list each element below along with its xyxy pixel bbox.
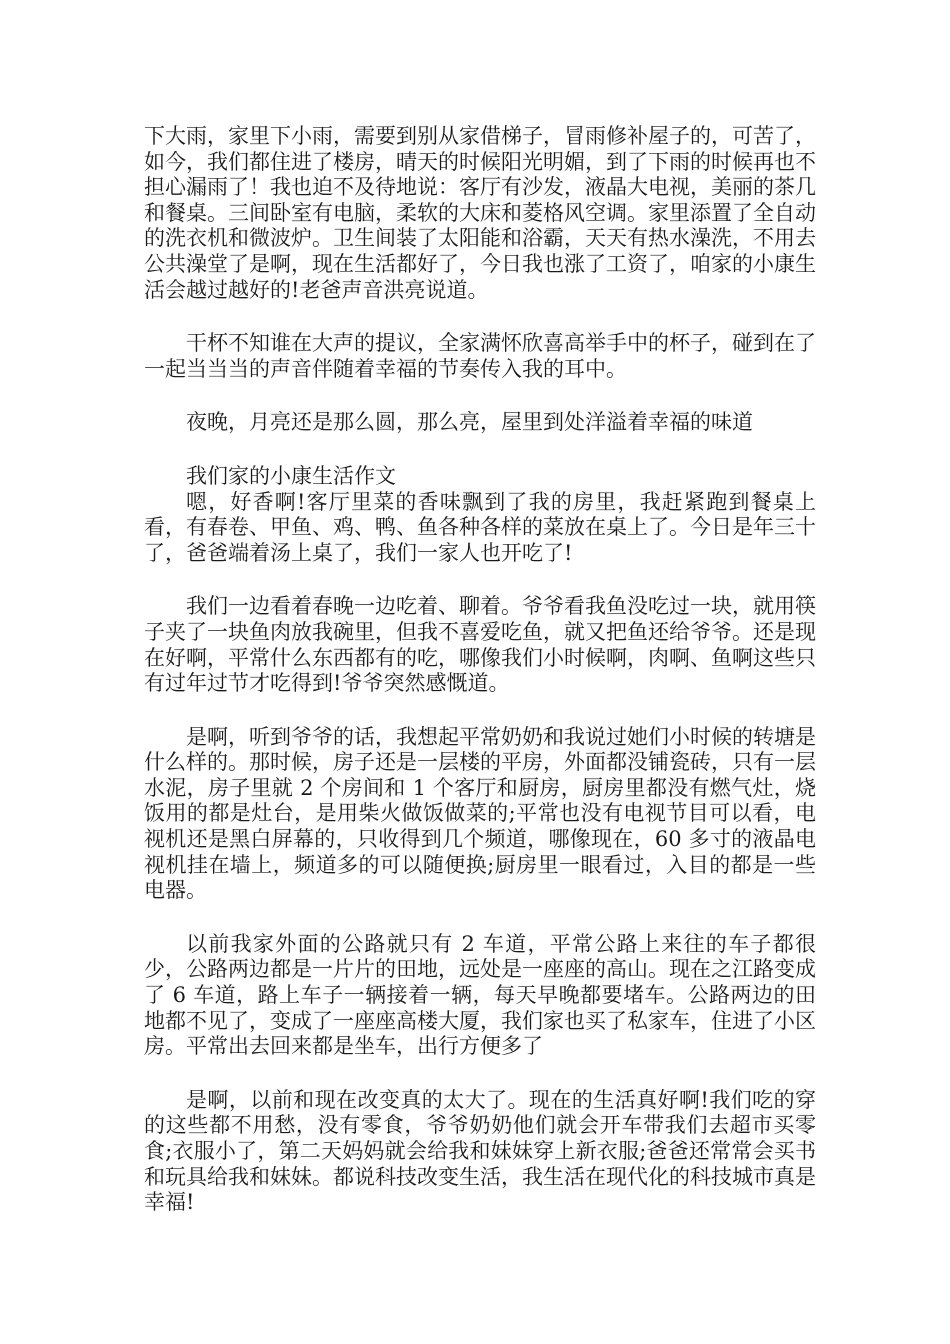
paragraph-1: 下大雨，家里下小雨，需要到别从家借梯子，冒雨修补屋子的，可苦了，如今，我们都住进了楼房，晴天的时候阳光明媚，到了下雨的时候再也不担心漏雨了！我也迫不及待地说：客厅有沙发，液晶大电视，美丽的茶几和餐桌。三间卧室有电脑，柔软的大床和菱格风空调。家里添置了全自动的洗衣机和微波炉。卫生间装了太阳能和浴霸，天天有热水澡洗，不用去公共澡堂了是啊，现在生活都好了，今日我也涨了工资了，咱家的小康生活会越过越好的!老爸声音洪亮说道。 (144, 124, 816, 302)
paragraph-6: 是啊，听到爷爷的话，我想起平常奶奶和我说过她们小时候的转塘是什么样的。那时候，房子还是一层楼的平房，外面都没铺瓷砖，只有一层水泥，房子里就 2 个房间和 1 个客厅和厨房，厨房里都没有燃气灶，烧饭用的都是灶台，是用柴火做饭做菜的;平常也没有电视节目可以看，电视机还是黑白屏幕的，只收得到几个频道，哪像现在，60 多寸的液晶电视机挂在墙上，频道多的可以随便换;厨房里一眼看过，入目的都是一些电器。 (144, 724, 816, 903)
paragraph-8: 是啊，以前和现在改变真的太大了。现在的生活真好啊!我们吃的穿的这些都不用愁，没有零食，爷爷奶奶他们就会开车带我们去超市买零食;衣服小了，第二天妈妈就会给我和妹妹穿上新衣服;爸爸还常常会买书和玩具给我和妹妹。都说科技改变生活，我生活在现代化的科技城市真是幸福! (144, 1087, 816, 1215)
document-body (144, 124, 816, 1216)
paragraph-4: 嗯，好香啊!客厅里菜的香味飘到了我的房里，我赶紧跑到餐桌上看，有春卷、甲鱼、鸡、鸭、鱼各种各样的菜放在桌上了。今日是年三十了，爸爸端着汤上桌了，我们一家人也开吃了! (144, 489, 816, 565)
paragraph-7: 以前我家外面的公路就只有 2 车道，平常公路上来往的车子都很少，公路两边都是一片片的田地，远处是一座座的高山。现在之江路变成了 6 车道，路上车子一辆接着一辆，每天早晚都要堵车。公路两边的田地都不见了，变成了一座座高楼大厦，我们家也买了私家车，住进了小区房。平常出去回来都是坐车，出行方便多了 (144, 931, 816, 1059)
paragraph-3: 夜晚，月亮还是那么圆，那么亮，屋里到处洋溢着幸福的味道 (186, 410, 753, 435)
paragraph-2: 干杯不知谁在大声的提议，全家满怀欣喜高举手中的杯子，碰到在了一起当当当的声音伴随着幸福的节奏传入我的耳中。 (144, 331, 816, 381)
paragraph-5: 我们一边看着春晚一边吃着、聊着。爷爷看我鱼没吃过一块，就用筷子夹了一块鱼肉放我碗里，但我不喜爱吃鱼，就又把鱼还给爷爷。还是现在好啊，平常什么东西都有的吃，哪像我们小时候啊，肉啊、鱼啊这些只有过年过节才吃得到!爷爷突然感慨道。 (144, 594, 816, 696)
article-title: 我们家的小康生活作文 (186, 463, 396, 488)
